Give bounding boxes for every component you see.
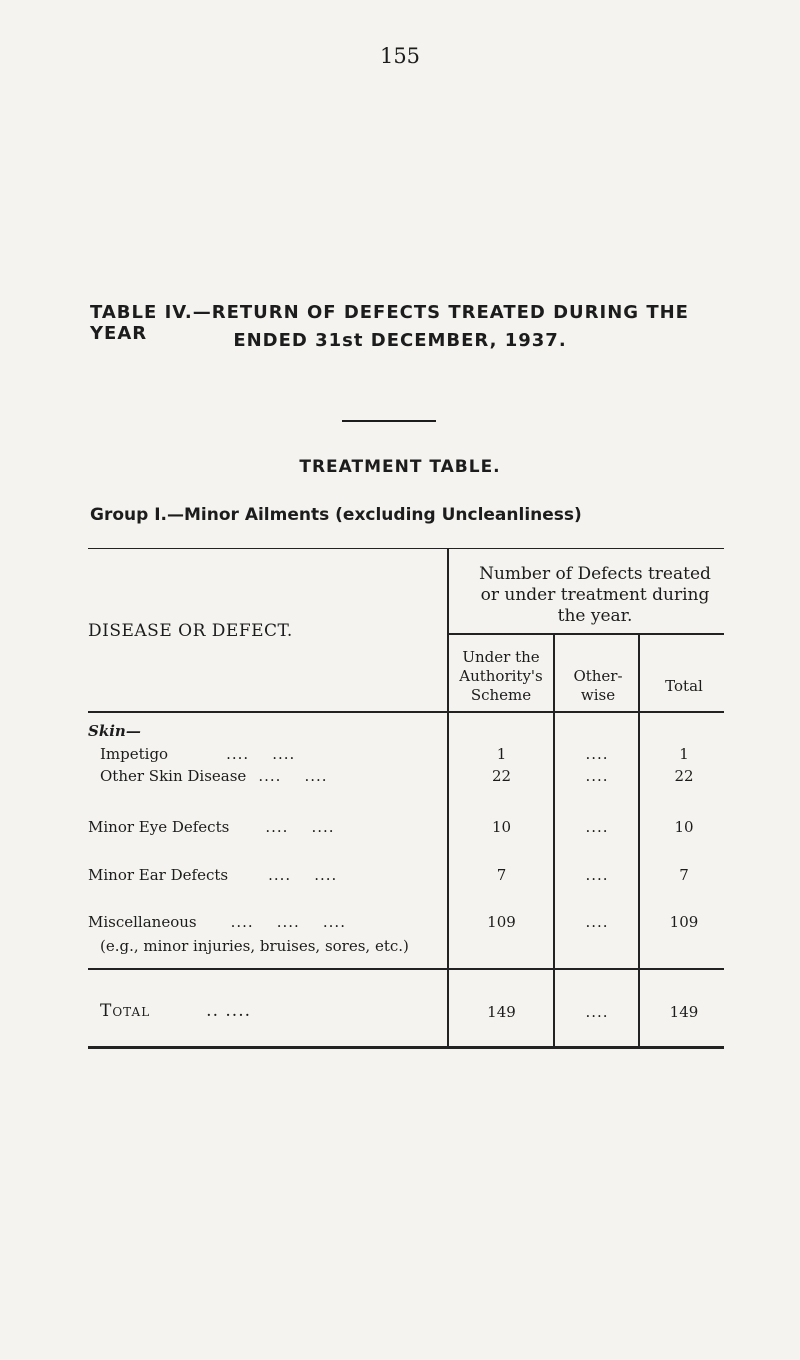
page-number: 155 [379,44,421,68]
number-header-line-2: or under treatment during [480,585,710,605]
row-impetigo-total: 1 [679,745,689,763]
table-top-rule [88,548,724,549]
row-ear-label: Minor Ear Defects .... .... [88,866,338,884]
divider [342,420,436,422]
row-misc-label: Miscellaneous .... .... .... [88,913,346,931]
treatment-heading: TREATMENT TABLE. [299,457,501,477]
scheme-column-header [440,648,562,705]
total-row-label: Total .. .... [100,1001,251,1021]
row-ear-total: 7 [679,866,689,884]
row-misc-note: (e.g., minor injuries, bruises, sores, etc.) [100,937,409,955]
row-other-skin-otherwise: .... [585,767,609,785]
row-ear-otherwise: .... [585,866,609,884]
group-heading: Group I.—Minor Ailments (excluding Uncleanliness) [90,505,582,525]
row-misc-total: 109 [669,913,699,931]
row-eye-scheme: 10 [491,818,512,836]
scheme-header-line-3: Scheme [470,686,532,704]
row-misc-scheme: 109 [487,913,516,931]
row-other-skin-total: 22 [674,767,694,785]
otherwise-header-line-1: Other- [573,667,623,685]
table-bottom-rule [88,1046,724,1049]
header-bottom-rule [88,711,724,713]
row-eye-label: Minor Eye Defects .... .... [88,818,335,836]
row-impetigo-label: Impetigo .... .... [100,745,296,763]
total-row-otherwise: .... [585,1003,609,1021]
scheme-header-line-2: Authority's [459,667,543,685]
row-impetigo-scheme: 1 [496,745,507,763]
otherwise-column-header [555,667,641,705]
row-misc-otherwise: .... [585,913,609,931]
row-eye-otherwise: .... [585,818,609,836]
skin-section-label: Skin— [88,722,141,740]
scheme-header-line-1: Under the [462,648,540,666]
table-title-line-2: ENDED 31st DECEMBER, 1937. [233,330,567,351]
column-divider-1 [447,548,449,1048]
number-header-line-3: the year. [557,606,633,626]
total-header-label: Total [665,677,703,695]
disease-column-header: DISEASE OR DEFECT. [88,621,293,641]
total-column-header [640,677,728,696]
table-title-line-1: TABLE IV.—RETURN OF DEFECTS TREATED DURING THE YEAR [90,302,689,344]
total-row-total: 149 [669,1003,699,1021]
otherwise-header-line-2: wise [580,686,616,704]
number-of-defects-header [450,564,740,627]
total-row-scheme: 149 [487,1003,516,1021]
number-header-line-1: Number of Defects treated [479,564,711,584]
row-other-skin-label: Other Skin Disease .... .... [100,767,328,785]
subheader-rule [449,633,724,635]
row-ear-scheme: 7 [496,866,507,884]
row-impetigo-otherwise: .... [585,745,609,763]
row-eye-total: 10 [674,818,694,836]
body-bottom-rule [88,968,724,970]
row-other-skin-scheme: 22 [491,767,512,785]
